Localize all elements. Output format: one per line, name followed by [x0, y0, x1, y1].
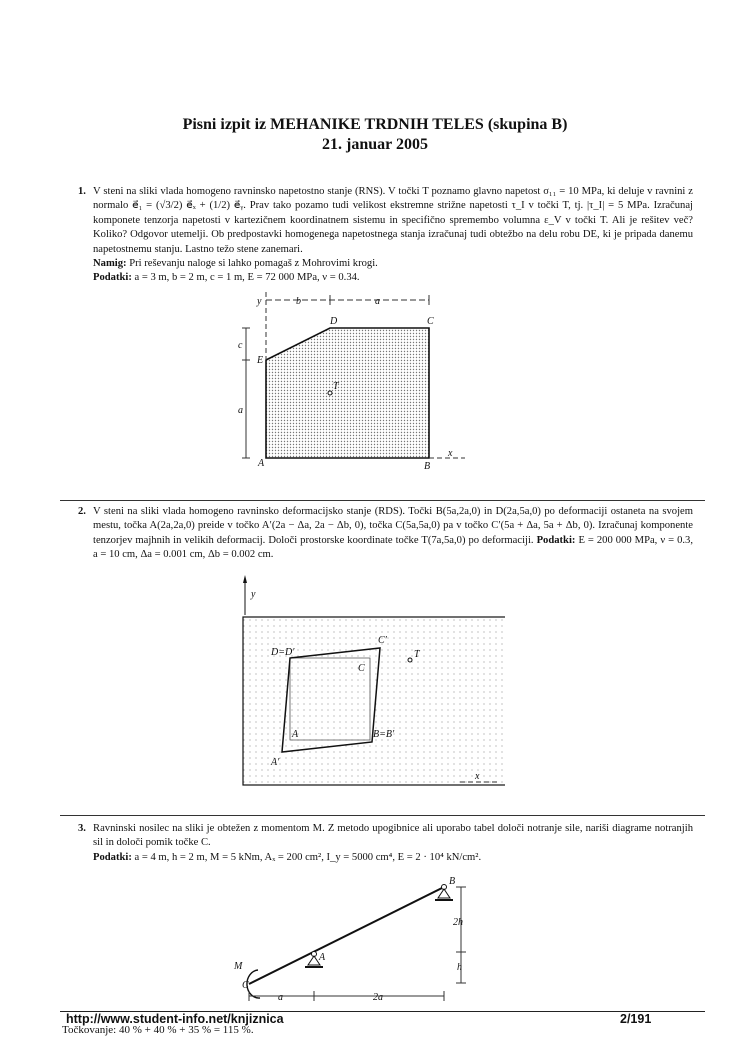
point-a-label: A: [292, 729, 299, 740]
point-t-label: T: [414, 649, 420, 660]
problem-text: V steni na sliki vlada homogeno ravninsko napetostno stanje (RNS). V točki T poznamo glavno napetost σ₁₁ = 10 MPa, ki deluje v ravnini z normalo e⃗₁ = (√3/2) e⃗ₓ + (1/2) e⃗ᵧ. Prav tako pozamo tudi velikost ekstremne strižne napetosti τ_I v točki T, tj. |τ_I| = 5 MPa. Izračunaj komponete tenzorja napetosti v kartezičnem koordinatnem sistemu in specifično spremembo volumna ε_V v točki T. Ali je rešitev več? Koliko? Odgovor utemelji. Ob predpostavki homogenega napetostnega stanja izračunaj tudi obtežbo na delu robu DE, ki je pripada danemu napetostnemu stanju. Lastno težo stene zanemari.: [93, 186, 693, 255]
footer-url-link[interactable]: http://www.student-info.net/knjiznica: [66, 1012, 284, 1026]
wall-shape: [266, 328, 429, 458]
dim-b-label: b: [296, 296, 301, 307]
dim-2a-label: 2a: [373, 992, 383, 1003]
wall-rect: [243, 617, 505, 785]
problem-text: Ravninski nosilec na sliki je obtežen z momentom M. Z metodo upogibnice ali uporabo tabel določi notranje sile, nariši diagrame notranjih sil in določi pomik točke C.: [93, 823, 693, 849]
point-t: [328, 391, 332, 395]
hint-label: Namig:: [93, 258, 127, 270]
point-d-label: D=D′: [271, 647, 295, 658]
point-t-label: T: [333, 381, 339, 392]
point-b-label: B: [449, 876, 456, 887]
problem-text: V steni na sliki vlada homogeno ravninsko deformacijsko stanje (RDS). Točki B(5a,2a,0) in D(2a,5a,0) po deformaciji ostaneta na svojem mestu, točka A(2a,2a,0) preide v točko A′(2a − Δa, 2a − Δb, 0), točka C(5a,5a,0) pa v točko C′(5a + Δa, 5a + Δb, 0). Izračunaj komponente tenzorjev majhnih in velikih deformacij. Določi prostorske koordinate točke T(7a,5a,0) po deformaciji.: [93, 506, 693, 546]
point-b-label: B=B′: [373, 729, 395, 740]
exam-date: 21. januar 2005: [322, 136, 428, 153]
beam: [249, 887, 444, 984]
point-a-prime-label: A′: [271, 757, 280, 768]
data-text: a = 3 m, b = 2 m, c = 1 m, E = 72 000 MPa, ν = 0.34.: [134, 272, 360, 284]
dim-2h-label: 2h: [453, 917, 463, 928]
problem-2: [78, 505, 693, 563]
dim-a-label: a: [375, 296, 380, 307]
data-text: E = 200 000 MPa, ν = 0.3, a = 10 cm, Δa = 0.001 cm, Δb = 0.002 cm.: [93, 534, 693, 561]
dim-a-label: a: [238, 405, 243, 416]
hint-text: Pri reševanju naloge si lahko pomagaš z Mohrovimi krogi.: [129, 258, 378, 270]
data-label: Podatki:: [93, 272, 132, 284]
data-label: Podatki:: [93, 851, 132, 863]
dim-c-label: c: [238, 340, 243, 351]
point-c-label: C: [358, 663, 365, 674]
point-c-label: C: [427, 316, 434, 327]
divider: [60, 815, 705, 816]
dim-a-label: a: [278, 992, 283, 1003]
data-text: a = 4 m, h = 2 m, M = 5 kNm, Aₓ = 200 cm², I_y = 5000 cm⁴, E = 2 · 10⁴ kN/cm².: [134, 851, 482, 863]
problem-3: [78, 822, 693, 865]
problem-number: 3.: [78, 823, 86, 834]
scoring-text: Točkovanje: 40 % + 40 % + 35 % = 115 %.: [62, 1024, 254, 1036]
point-a-label: A: [258, 458, 265, 469]
axis-y-label: y: [251, 589, 256, 600]
divider: [60, 500, 705, 501]
page-number: 2/191: [620, 1012, 652, 1026]
axis-x-label: x: [475, 771, 480, 782]
problem-number: 2.: [78, 506, 86, 517]
problem-1: [78, 185, 693, 286]
exam-title: Pisni izpit iz MEHANIKE TRDNIH TELES (skupina B): [182, 116, 568, 133]
figure-3-beam: [220, 870, 500, 1010]
axis-x-label: x: [448, 448, 453, 459]
point-d-label: D: [330, 316, 338, 327]
point-c-label: C: [242, 980, 249, 991]
problem-number: 1.: [78, 186, 86, 197]
point-b-label: B: [424, 461, 431, 472]
data-label: Podatki:: [536, 534, 576, 546]
point-e-label: E: [257, 355, 264, 366]
dim-h-label: h: [457, 962, 462, 973]
axis-y-label: y: [257, 296, 262, 307]
moment-label: M: [234, 961, 243, 972]
figure-1-wall: [220, 290, 480, 480]
point-a-label: A: [319, 952, 326, 963]
figure-2-deformation: [235, 575, 505, 800]
point-c-prime-label: C′: [378, 635, 387, 646]
